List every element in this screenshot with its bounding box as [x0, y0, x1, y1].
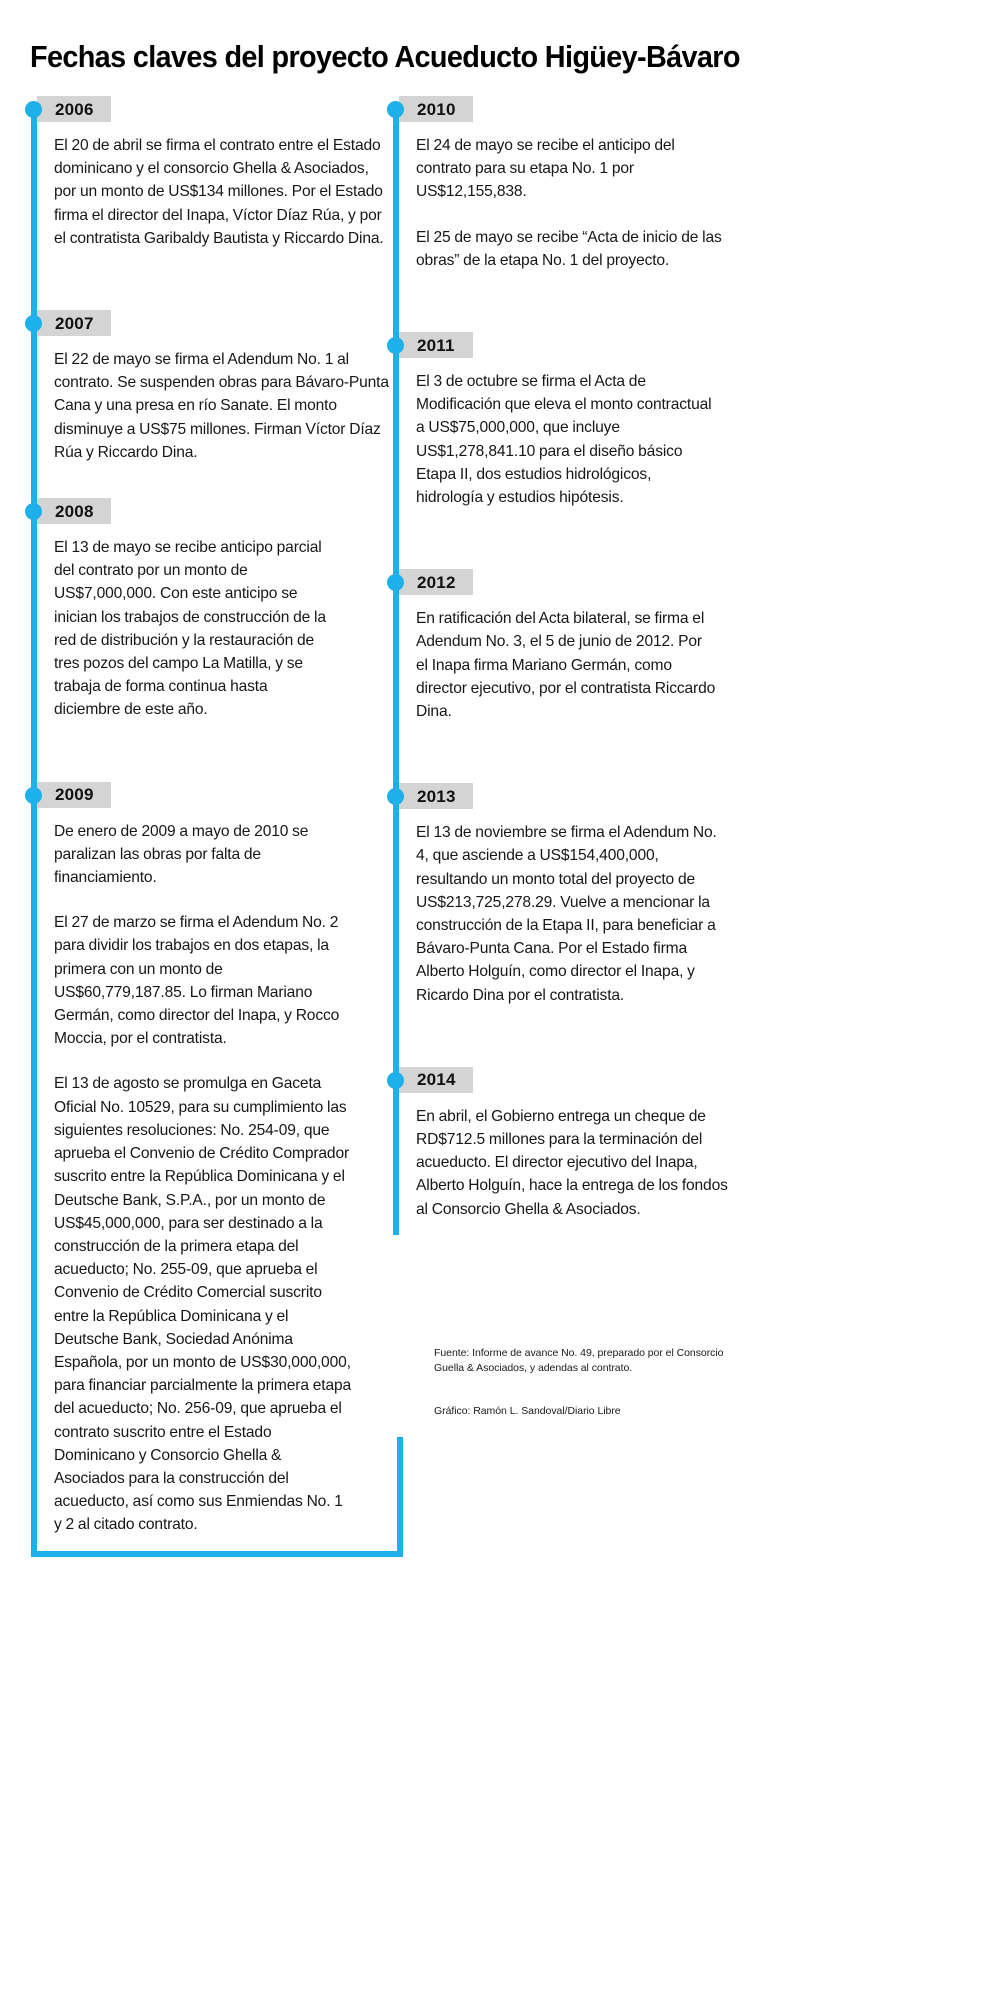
timeline-entry [386, 96, 758, 272]
page-title: Fechas claves del proyecto Acueducto Higüey-Bávaro [30, 38, 740, 74]
year-chip [399, 783, 473, 809]
entry-body [416, 607, 718, 723]
timeline-entry [386, 783, 758, 1007]
year-label: 2014 [417, 1070, 456, 1090]
year-label: 2010 [417, 99, 456, 119]
timeline-entry [386, 1067, 758, 1221]
timeline-entry [24, 96, 396, 250]
entry-paragraph: En abril, el Gobierno entrega un cheque de RD$712.5 millones para la terminación del acueducto. El director ejecutivo del Inapa, Alberto Holguín, hace la entrega de los fondos al Consorcio Ghella & Asociados. [416, 1107, 728, 1218]
spacer [386, 723, 758, 783]
entry-paragraph: El 13 de agosto se promulga en Gaceta Oficial No. 10529, para su cumplimiento las siguientes resoluciones: No. 254-09, que aprueba el Convenio de Crédito Comprador suscrito entre la República Dominicana y el Deutsche Bank, S.P.A., por un monto de US$45,000,000, para ser destinado a la construcción de la primera etapa del acueducto; No. 255-09, que aprueba el Convenio de Crédito Comercial suscrito entre la República Dominicana y el Deutsche Bank, Sociedad Anónima Española, por un monto de US$30,000,000, para financiar parcialmente la primera etapa del acueducto; No. 256-09, que aprueba el contrato suscrito entre el Estado Dominicano y Consorcio Ghella & Asociados para la construcción del acueducto, así como sus Enmiendas No. 1 y 2 al citado contrato. [54, 1075, 352, 1534]
spacer [24, 250, 396, 310]
entry-paragraph: El 20 de abril se firma el contrato entre el Estado dominicano y el consorcio Ghella & Asociados, por un monto de US$134 millones. Por el Estado firma el director del Inapa, Víctor Díaz Rúa, y por el contratista Garibaldy Bautista y Riccardo Dina. [54, 137, 384, 247]
timeline-dot-icon [25, 503, 42, 520]
timeline-entry [386, 569, 758, 723]
timeline-entry [24, 310, 396, 464]
graphic-credit: Gráfico: Ramón L. Sandoval/Diario Libre [434, 1405, 621, 1417]
entry-paragraph: El 22 de mayo se firma el Adendum No. 1 al contrato. Se suspenden obras para Bávaro-Punta Cana y una presa en río Sanate. El monto disminuye a US$75 millones. Firman Víctor Díaz Rúa y Riccardo Dina. [54, 351, 389, 461]
year-chip [37, 498, 111, 524]
page-title-container [30, 18, 970, 96]
year-chip [399, 1067, 473, 1093]
year-chip [399, 96, 473, 122]
source-note: Fuente: Informe de avance No. 49, preparado por el Consorcio Guella & Asociados, y adendas al contrato. [434, 1347, 724, 1374]
timeline-entry [24, 782, 396, 1537]
spacer [434, 1376, 754, 1404]
year-label: 2008 [55, 501, 94, 521]
year-row [386, 332, 758, 358]
year-chip [37, 782, 111, 808]
timeline-column-left [24, 96, 396, 1537]
spacer [24, 722, 396, 782]
year-label: 2013 [417, 786, 456, 806]
timeline-dot-icon [387, 101, 404, 118]
entry-body [416, 134, 730, 272]
year-row [386, 783, 758, 809]
timeline-rail-foot [31, 1551, 403, 1557]
entry-body [54, 820, 356, 1537]
entry-paragraph: El 24 de mayo se recibe el anticipo del contrato para su etapa No. 1 por US$12,155,838. [416, 137, 675, 201]
entry-paragraph: El 25 de mayo se recibe “Acta de inicio de las obras” de la etapa No. 1 del proyecto. [416, 228, 722, 269]
timeline-dot-icon [25, 315, 42, 332]
entry-body [416, 370, 724, 509]
timeline-column-right [386, 96, 758, 1221]
year-label: 2006 [55, 99, 94, 119]
year-row [386, 96, 758, 122]
entry-body [416, 1105, 730, 1221]
entry-paragraph: El 3 de octubre se firma el Acta de Modificación que eleva el monto contractual a US$75,000,000, que incluye US$1,278,841.10 para el diseño básico Etapa II, dos estudios hidrológicos, hidrología y estudios hipótesis. [416, 373, 712, 507]
year-chip [37, 310, 111, 336]
year-row [386, 1067, 758, 1093]
entry-paragraph: El 13 de mayo se recibe anticipo parcial del contrato por un monto de US$7,000,000. Con este anticipo se inician los trabajos de construcción de la red de distribución y la restauración de tres pozos del campo La Matilla, y se trabaja de forma continua hasta diciembre de este año. [54, 539, 326, 719]
year-row [386, 569, 758, 595]
timeline-dot-icon [387, 1072, 404, 1089]
entry-body [54, 134, 396, 250]
footer-credits [434, 1346, 754, 1419]
timeline-entry [24, 498, 396, 722]
entry-paragraph: El 27 de marzo se firma el Adendum No. 2 para dividir los trabajos en dos etapas, la primera con un monto de US$60,779,187.85. Lo firman Mariano Germán, como director del Inapa, y Rocco Moccia, por el contratista. [54, 914, 340, 1048]
spacer [386, 509, 758, 569]
year-chip [399, 332, 473, 358]
year-row [24, 310, 396, 336]
year-chip [399, 569, 473, 595]
year-row [24, 498, 396, 524]
year-chip [37, 96, 111, 122]
year-row [24, 782, 396, 808]
entry-body [416, 821, 732, 1007]
year-label: 2012 [417, 572, 456, 592]
spacer [386, 1007, 758, 1067]
year-label: 2007 [55, 313, 94, 333]
year-label: 2009 [55, 785, 94, 805]
year-label: 2011 [417, 335, 455, 355]
entry-paragraph: El 13 de noviembre se firma el Adendum No. 4, que asciende a US$154,400,000, resultando un monto total del proyecto de US$213,725,278.29. Vuelve a mencionar la construcción de la Etapa II, para beneficiar a Bávaro-Punta Cana. Por el Estado firma Alberto Holguín, como director el Inapa, y Ricardo Dina por el contratista. [416, 824, 717, 1004]
year-row [24, 96, 396, 122]
spacer [24, 464, 396, 498]
timeline-dot-icon [25, 787, 42, 804]
timeline-dot-icon [387, 337, 404, 354]
spacer [386, 272, 758, 332]
timeline-dot-icon [25, 101, 42, 118]
entry-paragraph: De enero de 2009 a mayo de 2010 se paralizan las obras por falta de financiamiento. [54, 822, 309, 887]
timeline-entry [386, 332, 758, 509]
entry-body [54, 348, 396, 464]
entry-body [54, 536, 334, 722]
entry-paragraph: En ratificación del Acta bilateral, se firma el Adendum No. 3, el 5 de junio de 2012. Por el Inapa firma Mariano Germán, como director ejecutivo, por el contratista Riccardo Dina. [416, 610, 716, 721]
